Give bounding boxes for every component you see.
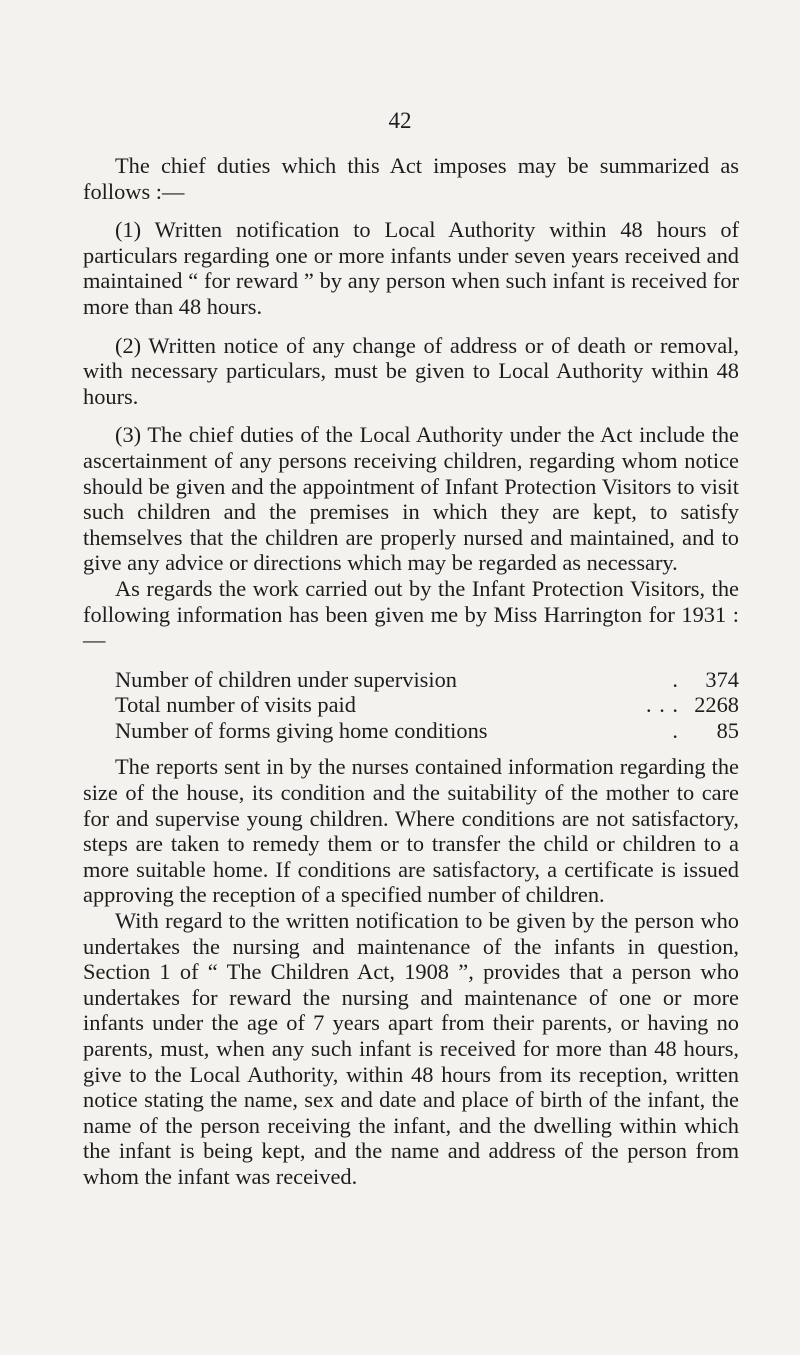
stat-leader: . <box>672 666 679 692</box>
page-number: 42 <box>388 108 412 133</box>
statistics-table <box>83 667 739 744</box>
stat-row <box>115 718 739 744</box>
stat-value: 85 <box>716 717 739 743</box>
paragraph-visitors: As regards the work carried out by the Infant Protection Visitors, the following information has been given me by Miss Harrington for 1931 :— <box>83 575 739 653</box>
stat-label: Number of forms giving home conditions <box>115 717 488 743</box>
stat-leader: . <box>672 717 679 743</box>
paragraph-notification: With regard to the written notification to be given by the person who undertakes the nursing and maintenance of the infants in question, Section 1 of “ The Children Act, 1908 ”, provides that a person who undertakes for reward the nursing and maintenance of one or more infants under the age of 7 years apart from their parents, or having no parents, must, when any such infant is received for more than 48 hours, give to the Local Authority, within 48 hours from its reception, written notice stating the name, sex and date and place of birth of the infant, the name of the person receiving the infant, and the dwelling within which the infant is being kept, and the name and address of the person from whom the infant was received. <box>83 908 739 1189</box>
body-text <box>83 153 739 1190</box>
stat-label: Number of children under supervision <box>115 666 457 692</box>
stat-row <box>115 667 739 693</box>
paragraph-item-1: (1) Written notification to Local Authority within 48 hours of particulars regarding one or more infants under seven years received and maintained “ for reward ” by any person when such infant is received for more than 48 hours. <box>83 217 739 319</box>
stat-leader: . . . <box>646 692 679 718</box>
paragraph-reports: The reports sent in by the nurses contained information regarding the size of the house, its condition and the suitability of the mother to care for and supervise young children. Where conditions are not satisfactory, steps are taken to remedy them or to transfer the child or children to a more suitable home. If conditions are satisfactory, a certificate is issued approving the reception of a specified number of children. <box>83 754 739 908</box>
paragraph-intro: The chief duties which this Act imposes may be summarized as follows :— <box>83 153 739 204</box>
paragraph-item-3: (3) The chief duties of the Local Authority under the Act include the ascertainment of any persons receiving children, regarding whom notice should be given and the appointment of Infant Protection Visitors to visit such children and the premises in which they are kept, to satisfy themselves that the children are properly nursed and maintained, and to give any advice or directions which may be regarded as necessary. <box>83 422 739 576</box>
paragraph-item-2: (2) Written notice of any change of address or of death or removal, with necessary particulars, must be given to Local Authority within 48 hours. <box>83 332 739 409</box>
stat-value: 2268 <box>694 692 739 718</box>
stat-row <box>115 692 739 718</box>
stat-label: Total number of visits paid <box>115 692 356 718</box>
stat-value: 374 <box>705 666 739 692</box>
